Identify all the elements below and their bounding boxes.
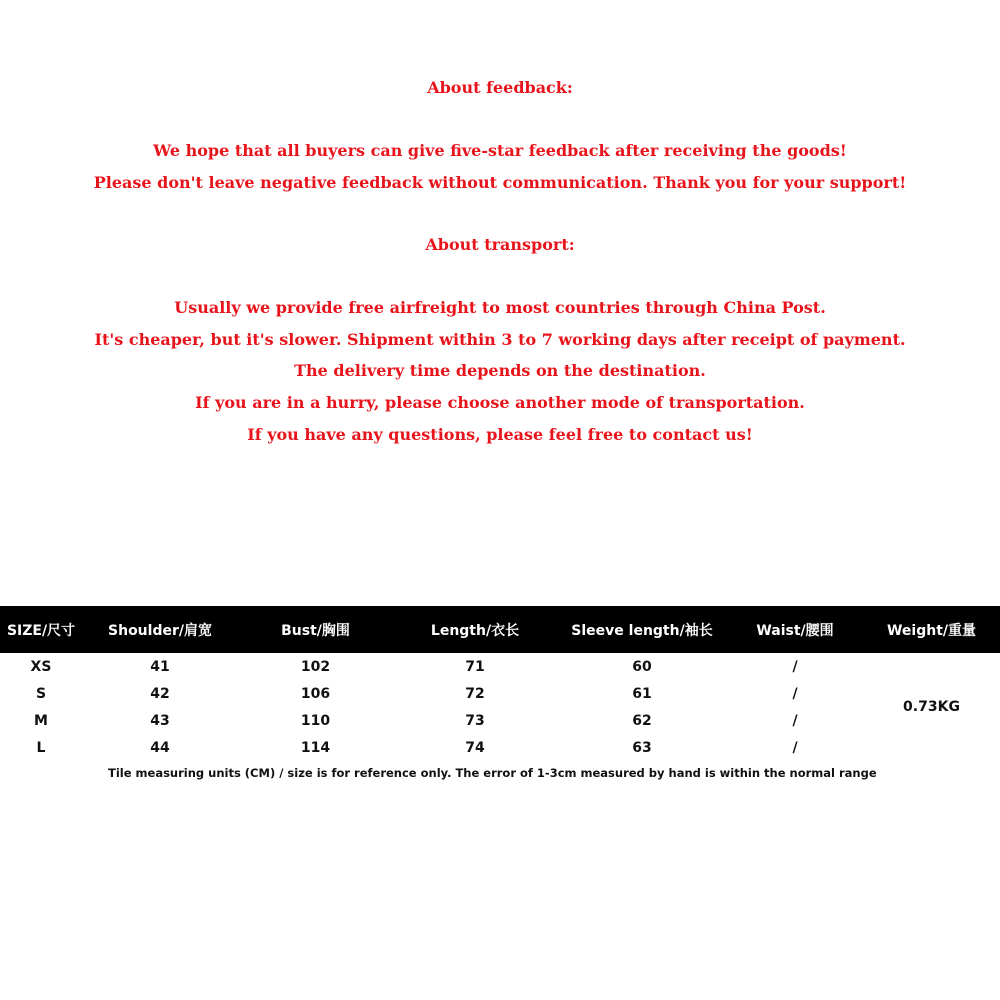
cell-waist: / — [792, 658, 798, 675]
header-weight: Weight/重量 — [886, 622, 977, 639]
table-row — [0, 680, 1000, 707]
feedback-line-2: Please don't leave negative feedback without communication. Thank you for your support! — [93, 173, 907, 192]
table-row — [0, 734, 1000, 761]
cell-sleeve-length: 63 — [632, 739, 652, 756]
cell-shoulder: 42 — [150, 685, 170, 702]
cell-shoulder: 41 — [150, 658, 170, 675]
cell-length: 73 — [465, 712, 485, 729]
header-shoulder: Shoulder/肩宽 — [108, 622, 212, 639]
cell-waist: / — [792, 739, 798, 756]
cell-sleeve-length: 61 — [632, 685, 652, 702]
cell-length: 71 — [465, 658, 485, 675]
header-sleeve-length: Sleeve length/袖长 — [571, 622, 713, 639]
transport-line-4: If you are in a hurry, please choose another mode of transportation. — [195, 393, 805, 412]
header-size: SIZE/尺寸 — [6, 622, 76, 639]
cell-shoulder: 44 — [150, 739, 170, 756]
feedback-line-1: We hope that all buyers can give five-star feedback after receiving the goods! — [153, 141, 847, 160]
cell-size: L — [36, 739, 46, 756]
header-length: Length/衣长 — [430, 622, 520, 639]
feedback-title: About feedback: — [427, 78, 573, 97]
cell-size: M — [34, 712, 48, 729]
transport-line-2: It's cheaper, but it's slower. Shipment within 3 to 7 working days after receipt of payment. — [94, 330, 906, 349]
cell-length: 72 — [465, 685, 485, 702]
cell-bust: 106 — [300, 685, 331, 702]
table-row — [0, 653, 1000, 680]
cell-bust: 114 — [300, 739, 331, 756]
header-bust: Bust/胸围 — [281, 622, 350, 639]
cell-waist: / — [792, 712, 798, 729]
header-waist: Waist/腰围 — [756, 622, 834, 639]
table-header-row — [0, 606, 1000, 653]
size-chart-table — [0, 606, 1000, 761]
cell-waist: / — [792, 685, 798, 702]
cell-bust: 110 — [300, 712, 331, 729]
measurement-footnote: Tile measuring units (CM) / size is for reference only. The error of 1-3cm measured by hand is within the normal range — [108, 766, 877, 780]
cell-weight-merged: 0.73KG — [903, 699, 960, 715]
cell-bust: 102 — [300, 658, 331, 675]
transport-title: About transport: — [425, 235, 575, 254]
cell-size: XS — [30, 658, 52, 675]
cell-sleeve-length: 60 — [632, 658, 652, 675]
cell-length: 74 — [465, 739, 485, 756]
transport-line-3: The delivery time depends on the destination. — [294, 361, 706, 380]
cell-sleeve-length: 62 — [632, 712, 652, 729]
transport-line-5: If you have any questions, please feel free to contact us! — [247, 425, 753, 444]
cell-size: S — [35, 685, 47, 702]
table-row — [0, 707, 1000, 734]
cell-shoulder: 43 — [150, 712, 170, 729]
transport-line-1: Usually we provide free airfreight to most countries through China Post. — [174, 298, 826, 317]
